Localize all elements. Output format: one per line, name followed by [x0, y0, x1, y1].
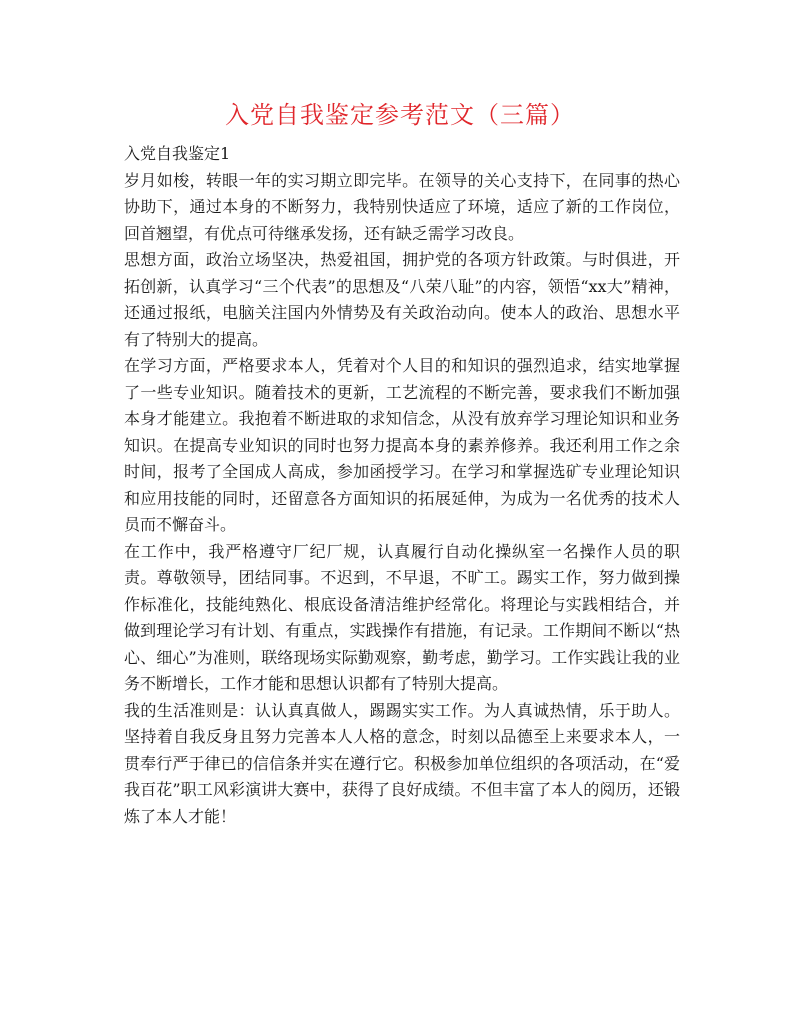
document-title: 入党自我鉴定参考范文（三篇）: [225, 101, 575, 129]
paragraph-intro: 岁月如梭，转眼一年的实习期立即完毕。在领导的关心支持下，在同事的热心协助下，通过本身的不断努力，我特别快适应了环境，适应了新的工作岗位，回首翘望，有优点可待继承发扬，还有缺乏需学习改良。: [124, 170, 680, 243]
section-heading: 入党自我鉴定1: [124, 144, 231, 163]
document-body: [124, 141, 680, 830]
paragraph-study: 在学习方面，严格要求本人，凭着对个人目的和知识的强烈追求，结实地掌握了一些专业知识。随着技术的更新，工艺流程的不断完善，要求我们不断加强本身才能建立。我抱着不断进取的求知信念，从没有放弃学习理论知识和业务知识。在提高专业知识的同时也努力提高本身的素养修养。我还利用工作之余时间，报考了全国成人高成，参加函授学习。在学习和掌握选矿专业理论知识和应用技能的同时，还留意各方面知识的拓展延伸，为成为一名优秀的技术人员而不懈奋斗。: [124, 356, 680, 534]
paragraph-ideology: 思想方面，政治立场坚决，热爱祖国，拥护党的各项方针政策。与时俱进，开拓创新，认真学习“三个代表”的思想及“八荣八耻”的内容，领悟“xx大”精神，还通过报纸，电脑关注国内外情势及有关政治动向。使本人的政治、思想水平有了特别大的提高。: [124, 250, 680, 349]
paragraph-life: 我的生活准则是：认认真真做人，踢踢实实工作。为人真诚热情，乐于助人。坚持着自我反身且努力完善本人人格的意念，时刻以品德至上来要求本人，一贯奉行严于律已的信信条并实在遵行它。积极参加单位组织的各项活动，在“爱我百花”职工风彩演讲大赛中，获得了良好成绩。不但丰富了本人的阅历，还锻炼了本人才能！: [124, 700, 680, 826]
paragraph-work: 在工作中，我严格遵守厂纪厂规，认真履行自动化操纵室一名操作人员的职责。尊敬领导，团结同事。不迟到，不早退，不旷工。踢实工作，努力做到操作标准化，技能纯熟化、根底设备清洁维护经常化。将理论与实践相结合，并做到理论学习有计划、有重点，实践操作有措施，有记录。工作期间不断以“热心、细心”为准则，联络现场实际勤观察，勤考虑，勤学习。工作实践让我的业务不断增长，工作才能和思想认识都有了特别大提高。: [124, 541, 680, 693]
